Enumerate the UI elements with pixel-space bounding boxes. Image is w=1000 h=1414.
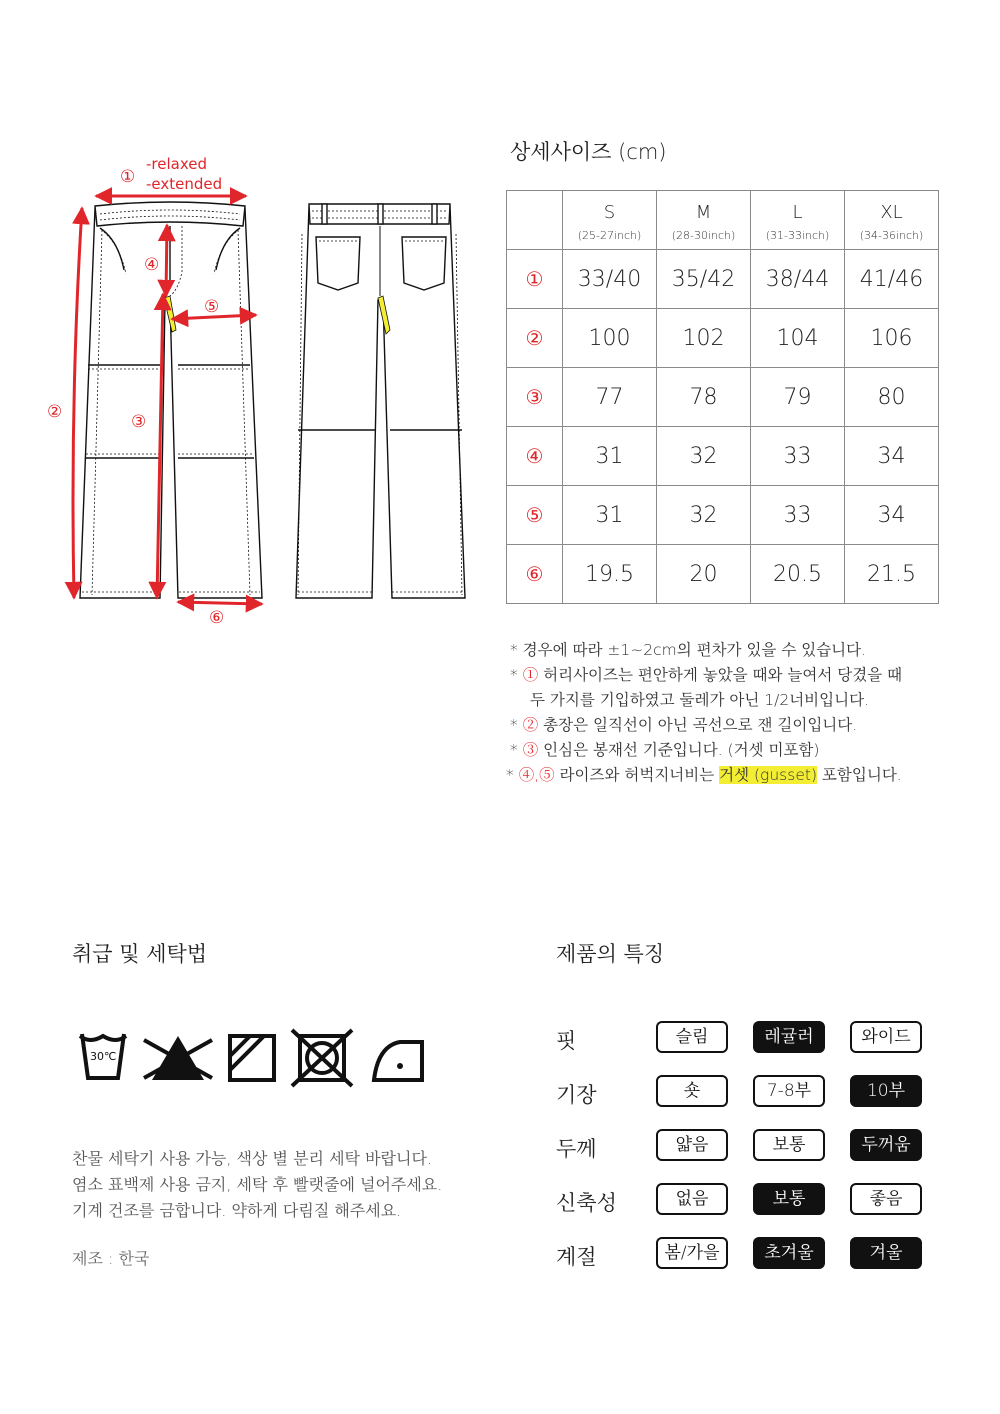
table-cell: 34	[845, 486, 939, 545]
table-cell: 21.5	[845, 545, 939, 604]
feature-chip-selected: 보통	[753, 1183, 825, 1215]
size-notes	[506, 638, 903, 788]
feature-label: 계절	[556, 1245, 597, 1269]
table-cell: 20	[657, 545, 751, 604]
table-row	[507, 486, 939, 545]
table-cell: 31	[563, 427, 657, 486]
hem-arrow	[178, 602, 262, 604]
row-label: ③	[507, 368, 563, 427]
note-line: * ③ 인심은 봉재선 기준입니다. (거셋 미포함)	[510, 741, 820, 759]
care-line: 찬물 세탁기 사용 가능, 색상 별 분리 세탁 바랍니다.	[72, 1149, 432, 1168]
table-cell: 77	[563, 368, 657, 427]
row-label: ①	[507, 250, 563, 309]
feature-chip: 좋음	[850, 1183, 922, 1215]
size-header-cell: L (31-33inch)	[751, 191, 845, 250]
care-line: 염소 표백제 사용 금지, 세탁 후 빨랫줄에 널어주세요.	[72, 1175, 443, 1194]
table-cell: 31	[563, 486, 657, 545]
features-title: 제품의 특징	[556, 942, 665, 966]
note-line: * 경우에 따라 ±1~2cm의 편차가 있을 수 있습니다.	[510, 641, 867, 659]
size-header-cell: S (25-27inch)	[563, 191, 657, 250]
table-cell: 80	[845, 368, 939, 427]
care-icons	[78, 1026, 438, 1088]
size-chart-title: 상세사이즈 (cm)	[510, 140, 667, 164]
rise-arrow	[166, 225, 167, 296]
feature-chip: 보통	[753, 1129, 825, 1161]
table-cell: 79	[751, 368, 845, 427]
front-pants-drawing	[80, 202, 262, 598]
feature-chip: 슬림	[656, 1021, 728, 1053]
table-cell: 19.5	[563, 545, 657, 604]
table-cell: 100	[563, 309, 657, 368]
gusset-highlight: 거셋 (gusset)	[719, 766, 817, 784]
size-header-row	[507, 191, 939, 250]
table-cell: 35/42	[657, 250, 751, 309]
outseam-arrow	[73, 208, 82, 598]
row-label: ⑤	[507, 486, 563, 545]
row-label: ⑥	[507, 545, 563, 604]
feature-label: 기장	[556, 1083, 597, 1107]
hem-marker-label: ⑥	[209, 608, 225, 628]
note-line: * ④,⑤ 라이즈와 허벅지너비는 거셋 (gusset) 포함입니다.	[506, 766, 902, 784]
feature-chip: 숏	[656, 1075, 728, 1107]
inseam-marker-label: ③	[131, 412, 147, 432]
table-cell: 41/46	[845, 250, 939, 309]
thigh-marker-label: ⑤	[204, 297, 220, 317]
feature-label: 두께	[556, 1137, 597, 1161]
back-pants-drawing	[296, 204, 465, 598]
table-row	[507, 545, 939, 604]
table-cell: 32	[657, 486, 751, 545]
care-instructions	[72, 1146, 442, 1224]
care-title: 취급 및 세탁법	[72, 942, 208, 966]
wash-temp-label: 30℃	[90, 1050, 117, 1063]
feature-chip-selected: 두꺼움	[850, 1129, 922, 1161]
size-header-cell: M (28-30inch)	[657, 191, 751, 250]
row-label: ②	[507, 309, 563, 368]
feature-chip-selected: 레귤러	[753, 1021, 825, 1053]
iron-low-icon	[374, 1042, 422, 1080]
table-cell: 34	[845, 427, 939, 486]
feature-chip: 없음	[656, 1183, 728, 1215]
table-cell: 38/44	[751, 250, 845, 309]
size-header-cell: XL (34-36inch)	[845, 191, 939, 250]
feature-label: 신축성	[556, 1191, 617, 1215]
care-line: 기계 건조를 금합니다. 약하게 다림질 해주세요.	[72, 1201, 402, 1220]
no-tumble-dry-icon	[292, 1030, 352, 1086]
size-chart-table	[506, 190, 939, 604]
table-cell: 33	[751, 427, 845, 486]
feature-chip: 7-8부	[753, 1075, 825, 1107]
feature-chip-selected: 겨울	[850, 1237, 922, 1269]
note-line: * ① 허리사이즈는 편안하게 놓았을 때와 늘여서 당겼을 때	[510, 666, 903, 684]
table-cell: 32	[657, 427, 751, 486]
feature-chip: 얇음	[656, 1129, 728, 1161]
feature-chip: 봄/가을	[656, 1237, 728, 1269]
table-cell: 104	[751, 309, 845, 368]
table-cell: 20.5	[751, 545, 845, 604]
rise-marker-label: ④	[144, 255, 160, 275]
table-cell: 102	[657, 309, 751, 368]
feature-chip-selected: 10부	[850, 1075, 922, 1107]
waist-relaxed-label: -relaxed	[146, 155, 208, 173]
feature-chip-selected: 초겨울	[753, 1237, 825, 1269]
made-in-label: 제조 : 한국	[72, 1249, 150, 1268]
table-cell: 106	[845, 309, 939, 368]
table-cell: 33/40	[563, 250, 657, 309]
table-cell: 33	[751, 486, 845, 545]
waist-marker-label: ①	[120, 167, 136, 187]
note-line: * ② 총장은 일직선이 아닌 곡선으로 잰 길이입니다.	[510, 716, 858, 734]
table-row	[507, 250, 939, 309]
pants-diagram	[0, 140, 500, 640]
note-line: 두 가지를 기입하였고 둘레가 아닌 1/2너비입니다.	[530, 691, 869, 709]
table-row	[507, 427, 939, 486]
line-dry-icon	[230, 1036, 274, 1080]
feature-chip: 와이드	[850, 1021, 922, 1053]
table-row	[507, 368, 939, 427]
row-label: ④	[507, 427, 563, 486]
feature-label: 핏	[556, 1029, 577, 1053]
table-cell: 78	[657, 368, 751, 427]
no-bleach-icon	[144, 1036, 212, 1080]
waist-extended-label: -extended	[146, 175, 223, 193]
outseam-marker-label: ②	[47, 402, 63, 422]
table-row	[507, 309, 939, 368]
corner-cell	[507, 191, 563, 250]
